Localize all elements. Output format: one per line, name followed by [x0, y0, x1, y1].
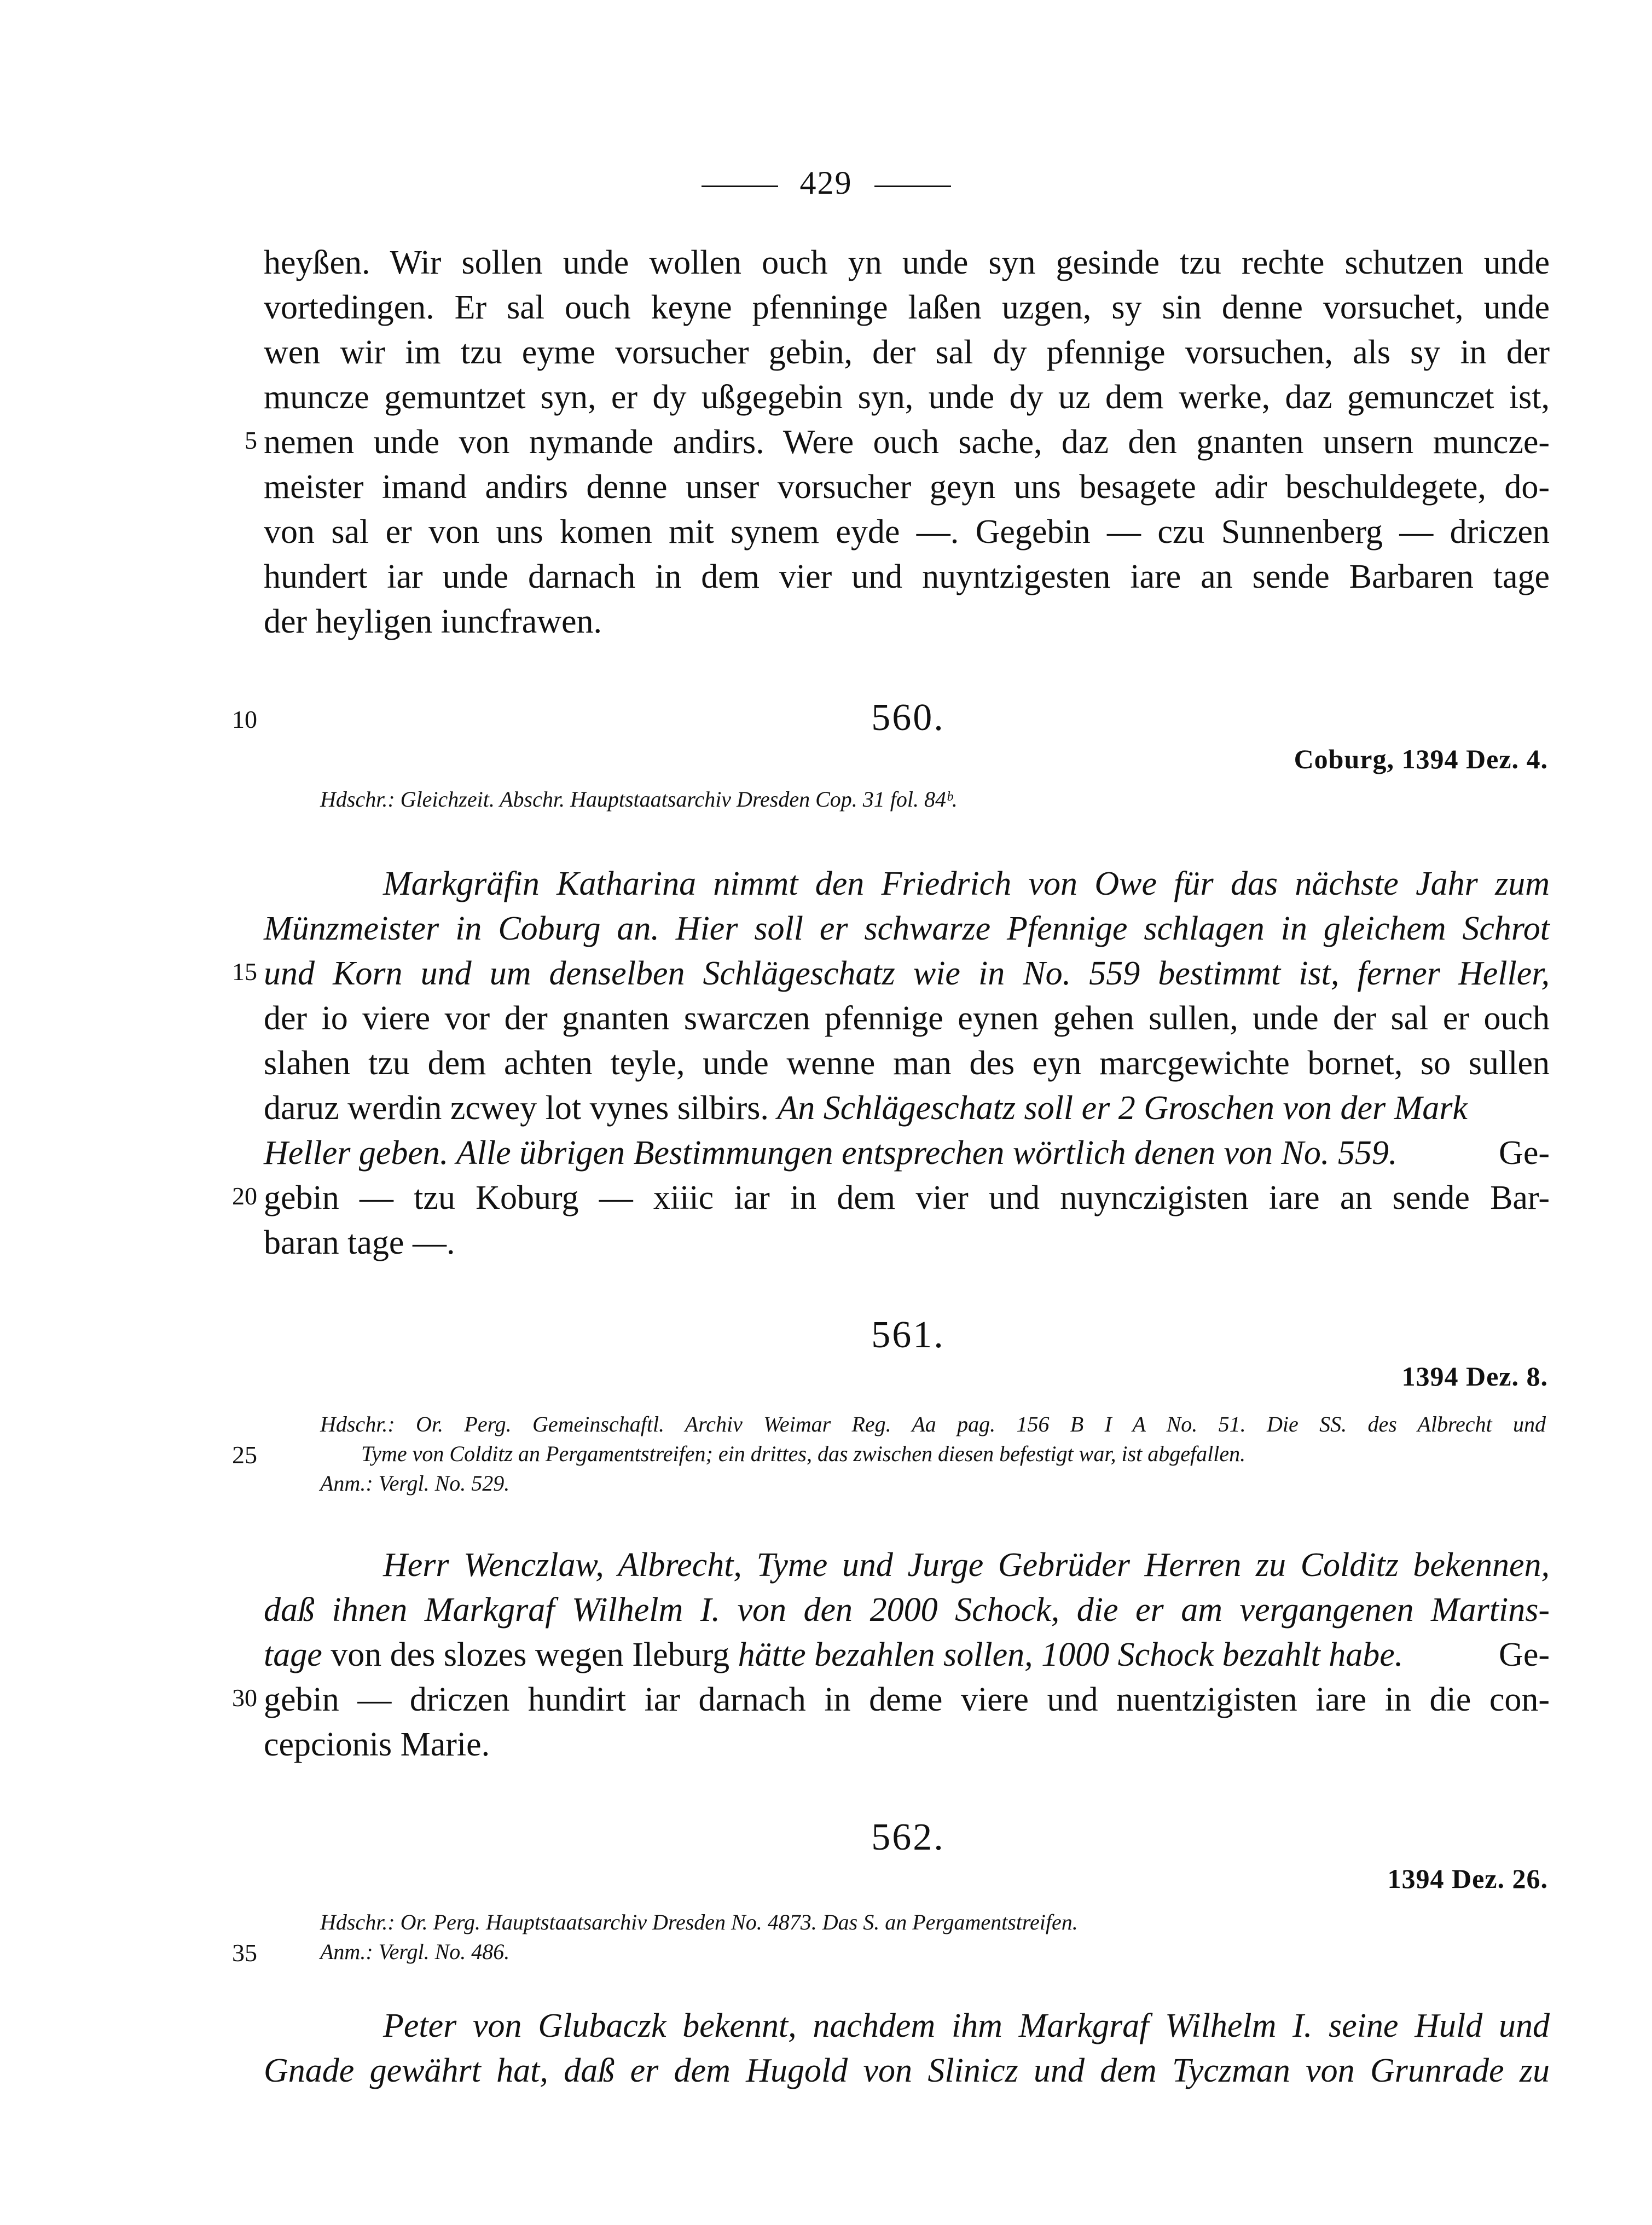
line-number: 30 — [232, 1684, 257, 1712]
text-line: gebin — driczen hundirt iar darnach in deme viere und nuentzigisten iare in die con- — [264, 1681, 1550, 1718]
line-number: 15 — [232, 958, 257, 986]
text-line — [264, 1086, 1550, 1130]
header-rule-left — [702, 186, 778, 187]
text-line: der heyligen iuncfrawen. — [264, 603, 602, 640]
text-line: vortedingen. Er sal ouch keyne pfenninge laßen uzgen, sy sin denne vorsuchet, unde — [264, 289, 1550, 326]
text-line: der io viere vor der gnanten swarczen pfennige eynen gehen sullen, unde der sal er ouch — [264, 1000, 1550, 1037]
source-note: Hdschr.: Or. Perg. Hauptstaatsarchiv Dresden No. 4873. Das S. an Pergamentstreifen. — [320, 1910, 1078, 1934]
summary-line: Markgräfin Katharina nimmt den Friedrich von Owe für das nächste Jahr zum — [383, 865, 1550, 902]
text-line: von sal er von uns komen mit synem eyde —. Gegebin — czu Sunnenberg — driczen — [264, 513, 1550, 551]
page-number: 429 — [799, 165, 853, 201]
text-line: muncze gemuntzet syn, er dy ußgegebin syn, unde dy uz dem werke, daz gemunczet ist, — [264, 379, 1550, 416]
text-span: von des slozes wegen Ileburg — [331, 1636, 730, 1673]
text-line: wen wir im tzu eyme vorsucher gebin, der sal dy pfennige vorsuchen, als sy in der — [264, 334, 1550, 371]
summary-line: und Korn und um denselben Schlägeschatz wie in No. 559 bestimmt ist, ferner Heller, — [264, 955, 1550, 992]
text-line: heyßen. Wir sollen unde wollen ouch yn unde syn gesinde tzu rechte schutzen unde — [264, 244, 1550, 281]
summary-span: Heller geben. Alle übrigen Bestimmungen entsprechen wörtlich denen von No. 559. — [264, 1134, 1398, 1172]
summary-span: tage — [264, 1636, 322, 1673]
summary-line: Gnade gewährt hat, daß er dem Hugold von Slinicz und dem Tyczman von Grunrade zu — [264, 2052, 1550, 2089]
summary-line: Herr Wenczlaw, Albrecht, Tyme und Jurge Gebrüder Herren zu Colditz bekennen, — [383, 1546, 1550, 1584]
source-note: Anm.: Vergl. No. 486. — [320, 1939, 510, 1964]
page-header — [0, 164, 1652, 202]
text-span: daruz werdin zcwey lot vynes silbirs. — [264, 1090, 769, 1127]
summary-span: An Schlägeschatz soll er 2 Groschen von der Mark — [777, 1090, 1468, 1127]
line-number: 35 — [232, 1939, 257, 1967]
text-line: nemen unde von nymande andirs. Were ouch sache, daz den gnanten unsern muncze- — [264, 424, 1550, 461]
text-line: baran tage —. — [264, 1224, 455, 1261]
text-line — [264, 1131, 1550, 1175]
entry-date: Coburg, 1394 Dez. 4. — [1294, 744, 1548, 774]
text-span: Ge- — [1499, 1636, 1550, 1673]
text-line: slahen tzu dem achten teyle, unde wenne man des eyn marcgewichte bornet, so sullen — [264, 1045, 1550, 1082]
entry-date: 1394 Dez. 26. — [1387, 1863, 1548, 1894]
source-note: Tyme von Colditz an Pergamentstreifen; ein drittes, das zwischen diesen befestigt war, ist abgefallen. — [361, 1441, 1246, 1466]
text-line — [264, 1633, 1550, 1677]
entry-number: 562. — [871, 1816, 945, 1858]
text-line: cepcionis Marie. — [264, 1726, 490, 1763]
entry-number: 561. — [871, 1314, 945, 1356]
header-rule-right — [874, 186, 951, 187]
summary-span: hätte bezahlen sollen, 1000 Schock bezahlt habe. — [738, 1636, 1404, 1673]
source-note: Hdschr.: Or. Perg. Gemeinschaftl. Archiv Weimar Reg. Aa pag. 156 B I A No. 51. Die SS. des Albrecht und — [320, 1412, 1546, 1436]
line-number: 20 — [232, 1182, 257, 1210]
text-span: Ge- — [1499, 1134, 1550, 1172]
text-line: gebin — tzu Koburg — xiiic iar in dem vier und nuynczigisten iare an sende Bar- — [264, 1179, 1550, 1216]
source-note: Hdschr.: Gleichzeit. Abschr. Hauptstaatsarchiv Dresden Cop. 31 fol. 84ᵇ. — [320, 787, 958, 812]
line-number: 25 — [232, 1441, 257, 1469]
text-line: hundert iar unde darnach in dem vier und nuyntzigesten iare an sende Barbaren tage — [264, 558, 1550, 595]
source-note: Anm.: Vergl. No. 529. — [320, 1471, 510, 1496]
summary-line: Peter von Glubaczk bekennt, nachdem ihm Markgraf Wilhelm I. seine Huld und — [383, 2007, 1550, 2044]
text-line: meister imand andirs denne unser vorsucher geyn uns besagete adir beschuldegete, do- — [264, 468, 1550, 506]
entry-number: 560. — [871, 697, 945, 739]
summary-line: Münzmeister in Coburg an. Hier soll er schwarze Pfennige schlagen in gleichem Schrot — [264, 910, 1550, 947]
entry-date: 1394 Dez. 8. — [1401, 1361, 1548, 1392]
summary-line: daß ihnen Markgraf Wilhelm I. von den 2000 Schock, die er am vergangenen Martins- — [264, 1591, 1550, 1629]
line-number: 5 — [245, 426, 257, 454]
line-number: 10 — [232, 705, 257, 733]
